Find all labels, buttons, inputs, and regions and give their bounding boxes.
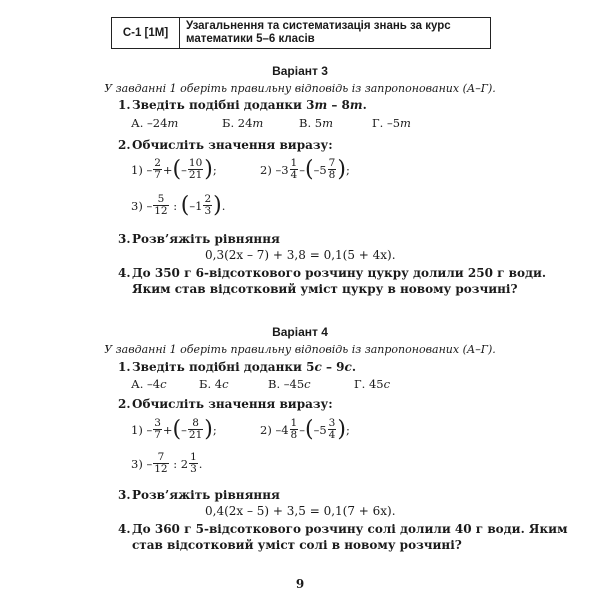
v3-q3-number: 3. <box>118 232 131 246</box>
expr-operator: – <box>299 422 305 437</box>
expr-sign: – <box>181 422 187 437</box>
fraction <box>290 158 299 181</box>
fraction <box>203 194 212 217</box>
v4-q1-rest: – 9 <box>321 360 345 374</box>
v4-option-a <box>131 377 167 391</box>
v4-q3-text: Розв’яжіть рівняння <box>132 488 280 502</box>
v3-question-4 <box>118 266 546 280</box>
expr-sign: –5 <box>313 422 327 437</box>
v4-q1-end: . <box>351 360 356 374</box>
option-label: В. <box>299 116 312 130</box>
expr-label: 1) <box>131 162 143 177</box>
expr-sign: – <box>146 456 153 471</box>
paren-close: ) <box>213 192 222 218</box>
option-var: c <box>304 377 311 391</box>
paren-open: ( <box>180 192 190 218</box>
paren-open: ( <box>304 156 314 182</box>
denominator: 21 <box>188 169 203 181</box>
expr-sign: – <box>181 162 187 177</box>
v4-question-3 <box>118 488 280 502</box>
v3-question-3 <box>118 232 280 246</box>
v3-q1-var: m <box>314 98 328 112</box>
paren-close: ) <box>204 416 213 442</box>
expr-sign: –5 <box>313 162 327 177</box>
numerator: 1 <box>290 417 298 429</box>
option-value: –45 <box>283 377 305 391</box>
v3-q1-rest: – 8 <box>327 98 350 112</box>
numerator: 3 <box>328 417 336 429</box>
paren-open: ( <box>172 416 182 442</box>
expr-label: 2) <box>260 162 272 177</box>
numerator: 7 <box>157 451 165 463</box>
header-table <box>111 17 491 49</box>
v3-q3-text: Розв’яжіть рівняння <box>132 232 280 246</box>
v3-q2-number: 2. <box>118 138 131 152</box>
fraction <box>188 158 203 181</box>
v4-q4-line2: став відсотковий уміст солі в новому розчині? <box>132 538 462 552</box>
option-value: –24 <box>147 116 168 130</box>
paren-close: ) <box>337 156 346 182</box>
denominator: 8 <box>290 429 298 441</box>
section-title: Узагальнення та систематизація знань за курс математики 5–6 класів <box>186 20 451 45</box>
v4-option-d <box>354 377 390 391</box>
v3-expression-2 <box>260 158 350 181</box>
option-label: Г. <box>354 377 366 391</box>
denominator: 7 <box>154 169 161 181</box>
v4-q1-number: 1. <box>118 360 131 374</box>
option-var: m <box>167 116 179 130</box>
variant-4-instruction: У завданні 1 оберіть правильну відповідь із запропонованих (А–Г). <box>104 343 496 356</box>
v3-option-b <box>222 116 263 130</box>
v3-option-d <box>372 116 411 130</box>
v4-equation: 0,4(2x – 5) + 3,5 = 0,1(7 + 6x). <box>205 504 396 518</box>
v3-q2-text: Обчисліть значення виразу: <box>132 138 333 152</box>
v3-q4-line1: До 350 г 6-відсоткового розчину цукру долили 250 г води. <box>132 266 547 280</box>
denominator: 12 <box>154 463 168 475</box>
expr-sign: –1 <box>189 198 203 213</box>
expr-operator: + <box>162 162 173 177</box>
denominator: 8 <box>328 169 336 181</box>
v4-q2-number: 2. <box>118 397 131 411</box>
option-value: 5 <box>314 116 323 130</box>
paren-open: ( <box>304 416 314 442</box>
denominator: 3 <box>190 463 197 475</box>
expr-sign: –4 <box>275 422 289 437</box>
denominator: 4 <box>328 429 336 441</box>
expr-sign: –3 <box>275 162 289 177</box>
option-value: 4 <box>214 377 223 391</box>
expr-sign: – <box>146 162 153 177</box>
numerator: 2 <box>154 157 161 169</box>
fraction <box>153 158 162 181</box>
paren-close: ) <box>204 156 213 182</box>
v3-q1-number: 1. <box>118 98 131 112</box>
option-label: В. <box>268 377 281 391</box>
section-code: С-1 [1М] <box>112 18 180 48</box>
v4-expression-2 <box>260 418 350 441</box>
numerator: 1 <box>190 451 197 463</box>
paren-open: ( <box>172 156 182 182</box>
v4-q1-var2: c <box>344 360 352 374</box>
option-value: –5 <box>386 116 401 130</box>
v4-option-c <box>268 377 311 391</box>
option-label: А. <box>131 116 144 130</box>
denominator: 7 <box>154 429 161 441</box>
numerator: 1 <box>290 157 298 169</box>
fraction <box>328 418 337 441</box>
option-value: 24 <box>237 116 253 130</box>
v3-q1-text: Зведіть подібні доданки 3 <box>132 98 315 112</box>
v3-question-1 <box>118 98 367 112</box>
v3-option-c <box>299 116 333 130</box>
v4-question-4 <box>118 522 568 536</box>
fraction <box>290 418 299 441</box>
option-label: Б. <box>199 377 212 391</box>
numerator: 8 <box>192 417 199 429</box>
numerator: 7 <box>328 157 336 169</box>
v4-q1-text: Зведіть подібні доданки 5 <box>132 360 315 374</box>
fraction <box>153 452 168 475</box>
option-var: c <box>222 377 229 391</box>
v4-q1-var: c <box>314 360 322 374</box>
v4-expression-1 <box>131 418 217 441</box>
v3-q1-end: . <box>362 98 367 112</box>
fraction <box>189 452 198 475</box>
paren-close: ) <box>337 416 346 442</box>
v3-question-2 <box>118 138 333 152</box>
expr-end: ; <box>212 422 217 437</box>
expr-sign: – <box>146 198 153 213</box>
expr-sign: – <box>146 422 153 437</box>
option-var: m <box>400 116 411 130</box>
v4-question-2 <box>118 397 333 411</box>
v4-question-1 <box>118 360 356 374</box>
denominator: 12 <box>154 205 168 217</box>
numerator: 3 <box>154 417 161 429</box>
numerator: 2 <box>204 193 212 205</box>
denominator: 3 <box>204 205 212 217</box>
expr-whole: 2 <box>180 456 189 471</box>
expr-label: 3) <box>131 198 143 213</box>
expr-label: 1) <box>131 422 143 437</box>
expr-label: 2) <box>260 422 272 437</box>
expr-operator: : <box>173 456 178 471</box>
variant-4-heading: Варіант 4 <box>272 325 328 339</box>
option-var: c <box>160 377 167 391</box>
option-label: Г. <box>372 116 384 130</box>
expr-end: ; <box>345 422 350 437</box>
option-label: А. <box>131 377 144 391</box>
v3-equation: 0,3(2x – 7) + 3,8 = 0,1(5 + 4x). <box>205 248 396 262</box>
numerator: 10 <box>188 157 203 169</box>
v4-q2-text: Обчисліть значення виразу: <box>132 397 333 411</box>
v3-expression-3 <box>131 194 225 217</box>
v3-expression-1 <box>131 158 217 181</box>
option-value: –4 <box>147 377 161 391</box>
v3-q1-var2: m <box>349 98 363 112</box>
fraction <box>188 418 203 441</box>
fraction <box>328 158 337 181</box>
option-value: 45 <box>368 377 384 391</box>
denominator: 21 <box>188 429 203 441</box>
option-label: Б. <box>222 116 235 130</box>
page-number: 9 <box>295 577 305 591</box>
option-var: m <box>252 116 264 130</box>
v4-option-b <box>199 377 229 391</box>
expr-end: ; <box>212 162 217 177</box>
expr-operator: + <box>162 422 173 437</box>
v4-expression-3 <box>131 452 202 475</box>
denominator: 4 <box>290 169 298 181</box>
v4-q3-number: 3. <box>118 488 131 502</box>
v3-q4-line2: Яким став відсотковий уміст цукру в новому розчині? <box>132 282 518 296</box>
variant-3-instruction: У завданні 1 оберіть правильну відповідь із запропонованих (А–Г). <box>104 82 496 95</box>
expr-operator: : <box>173 198 178 213</box>
expr-end: . <box>221 198 226 213</box>
v3-option-a <box>131 116 178 130</box>
fraction <box>153 194 168 217</box>
expr-end: . <box>198 456 203 471</box>
expr-label: 3) <box>131 456 143 471</box>
numerator: 5 <box>157 193 165 205</box>
expr-end: ; <box>345 162 350 177</box>
fraction <box>153 418 162 441</box>
option-var: m <box>322 116 333 130</box>
v4-q4-number: 4. <box>118 522 131 536</box>
variant-3-heading: Варіант 3 <box>272 64 328 78</box>
v4-q4-line1: До 360 г 5-відсоткового розчину солі долили 40 г води. Яким <box>132 522 568 536</box>
expr-operator: – <box>299 162 305 177</box>
v3-q4-number: 4. <box>118 266 131 280</box>
option-var: c <box>383 377 391 391</box>
